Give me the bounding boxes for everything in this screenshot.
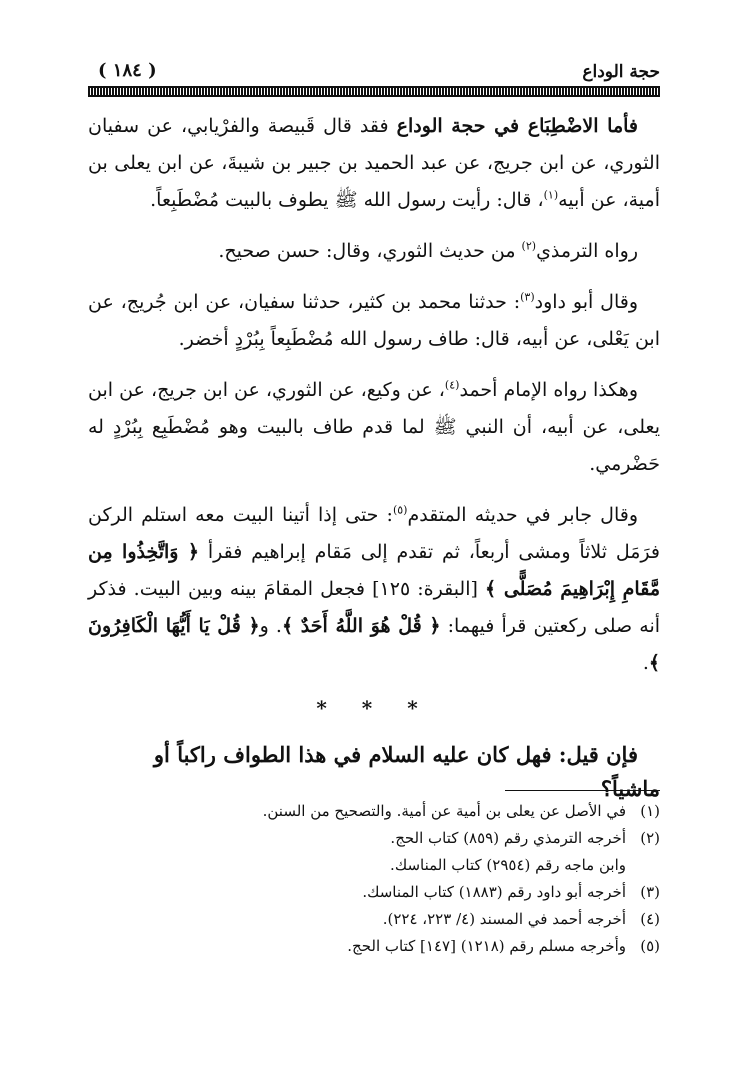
footnote-2-continued — [88, 852, 660, 879]
section-question: فإن قيل: فهل كان عليه السلام في هذا الطواف راكباً أو ماشياً؟ — [153, 742, 660, 801]
footnote-number: (٥) — [640, 937, 660, 955]
quran-verse: ﴿ وَاتَّخِذُوا مِن مَّقَامِ إِبْرَاهِيمَ مُصَلًّى ﴾ — [88, 541, 661, 600]
footnote-number: (٤) — [640, 910, 660, 928]
paragraph-text: رواه الترمذي — [536, 240, 638, 262]
header-rule — [88, 86, 660, 97]
quran-verse: ﴿ قُلْ هُوَ اللَّهُ أَحَدٌ ﴾ — [281, 615, 441, 637]
footnote-ref: (٣) — [520, 290, 535, 304]
footnote-2 — [88, 825, 660, 852]
paragraph-text: : حدثنا محمد بن كثير، حدثنا سفيان، عن ابن جُريج، عن ابن يَعْلى، عن أبيه، قال: طاف رسول الله مُضْطَبِعاً بِبُرْدٍ أخضر. — [88, 291, 660, 350]
footnote-3 — [88, 879, 660, 906]
paragraph-lead: فأما الاضْطِبَاع في حجة الوداع — [396, 115, 638, 137]
footnote-ref: (١) — [543, 188, 559, 202]
paragraph-text: وقال جابر في حديثه المتقدم — [407, 504, 639, 526]
main-text — [88, 108, 660, 806]
quran-verse: ﴿ قُلْ يَا أَيُّهَا الْكَافِرُونَ ﴾ — [88, 615, 660, 674]
paragraph-text: من حديث الثوري، وقال: حسن صحيح. — [218, 240, 522, 262]
paragraph-text: وقال أبو داود — [534, 291, 638, 313]
footnotes — [88, 798, 660, 960]
running-header — [88, 58, 660, 84]
footnote-ref: (٤) — [444, 378, 460, 392]
footnote-5 — [88, 933, 660, 960]
paragraph-3 — [88, 284, 660, 358]
footnote-1 — [88, 798, 660, 825]
footnote-number: (٣) — [640, 883, 660, 901]
paragraph-2 — [88, 233, 660, 270]
page-number: ( ١٨٤ ) — [98, 60, 157, 81]
paragraph-text: ، عن وكيع، عن الثوري، عن ابن جريج، عن ابن يعلى، عن أبيه، أن النبي ﷺ لما قدم طاف بالبيت وهو مُضْطَبِع بِبُرْدٍ له حَضْرمي. — [88, 379, 660, 475]
paragraph-text: فقد قال قَبيصة والفرْيابي، عن سفيان الثوري، عن ابن جريج، عن عبد الحميد بن جبير بن شيبةَ، عن ابن يعلى بن أمية، عن أبيه — [88, 115, 660, 211]
paragraph-4 — [88, 372, 660, 483]
paragraph-text: ، قال: رأيت رسول الله ﷺ يطوف بالبيت مُضْطَبِعاً. — [150, 189, 544, 211]
paragraph-text: . — [642, 652, 649, 674]
footnote-text: أخرجه أبو داود رقم (١٨٨٣) كتاب المناسك. — [362, 883, 626, 901]
paragraph-text: : حتى إذا أتينا البيت معه استلم الركن فرَمَل ثلاثاً ومشى أربعاً، ثم تقدم إلى مَقام إبراهيم فقرأ — [88, 504, 660, 563]
footnote-4 — [88, 906, 660, 933]
footnote-number: (١) — [640, 802, 660, 820]
paragraph-1 — [88, 108, 660, 219]
section-separator: * * * — [316, 696, 432, 720]
footnote-ref: (٢) — [521, 239, 537, 253]
footnote-text: أخرجه أحمد في المسند (٤/ ٢٢٣، ٢٢٤). — [382, 910, 626, 928]
paragraph-text: وهكذا رواه الإمام أحمد — [459, 379, 638, 401]
book-page — [88, 58, 660, 1058]
footnote-text: وأخرجه مسلم رقم (١٢١٨) [١٤٧] كتاب الحج. — [347, 937, 626, 955]
footnote-number: (٢) — [640, 829, 660, 847]
paragraph-text: . و — [259, 615, 282, 637]
paragraph-5 — [88, 497, 660, 682]
footnote-rule — [505, 790, 660, 791]
running-title: حجة الوداع — [582, 62, 660, 82]
footnote-text: في الأصل عن يعلى بن أمية عن أمية. والتصحيح من السنن. — [262, 802, 626, 820]
footnote-text: وابن ماجه رقم (٢٩٥٤) كتاب المناسك. — [390, 856, 626, 874]
footnote-number — [626, 852, 660, 879]
footnote-text: أخرجه الترمذي رقم (٨٥٩) كتاب الحج. — [390, 829, 626, 847]
footnote-ref: (٥) — [392, 503, 408, 517]
paragraph-text: [البقرة: ١٢٥] فجعل المقامَ بينه وبين البيت. فذكر أنه صلى ركعتين قرأ فيهما: — [88, 578, 661, 637]
